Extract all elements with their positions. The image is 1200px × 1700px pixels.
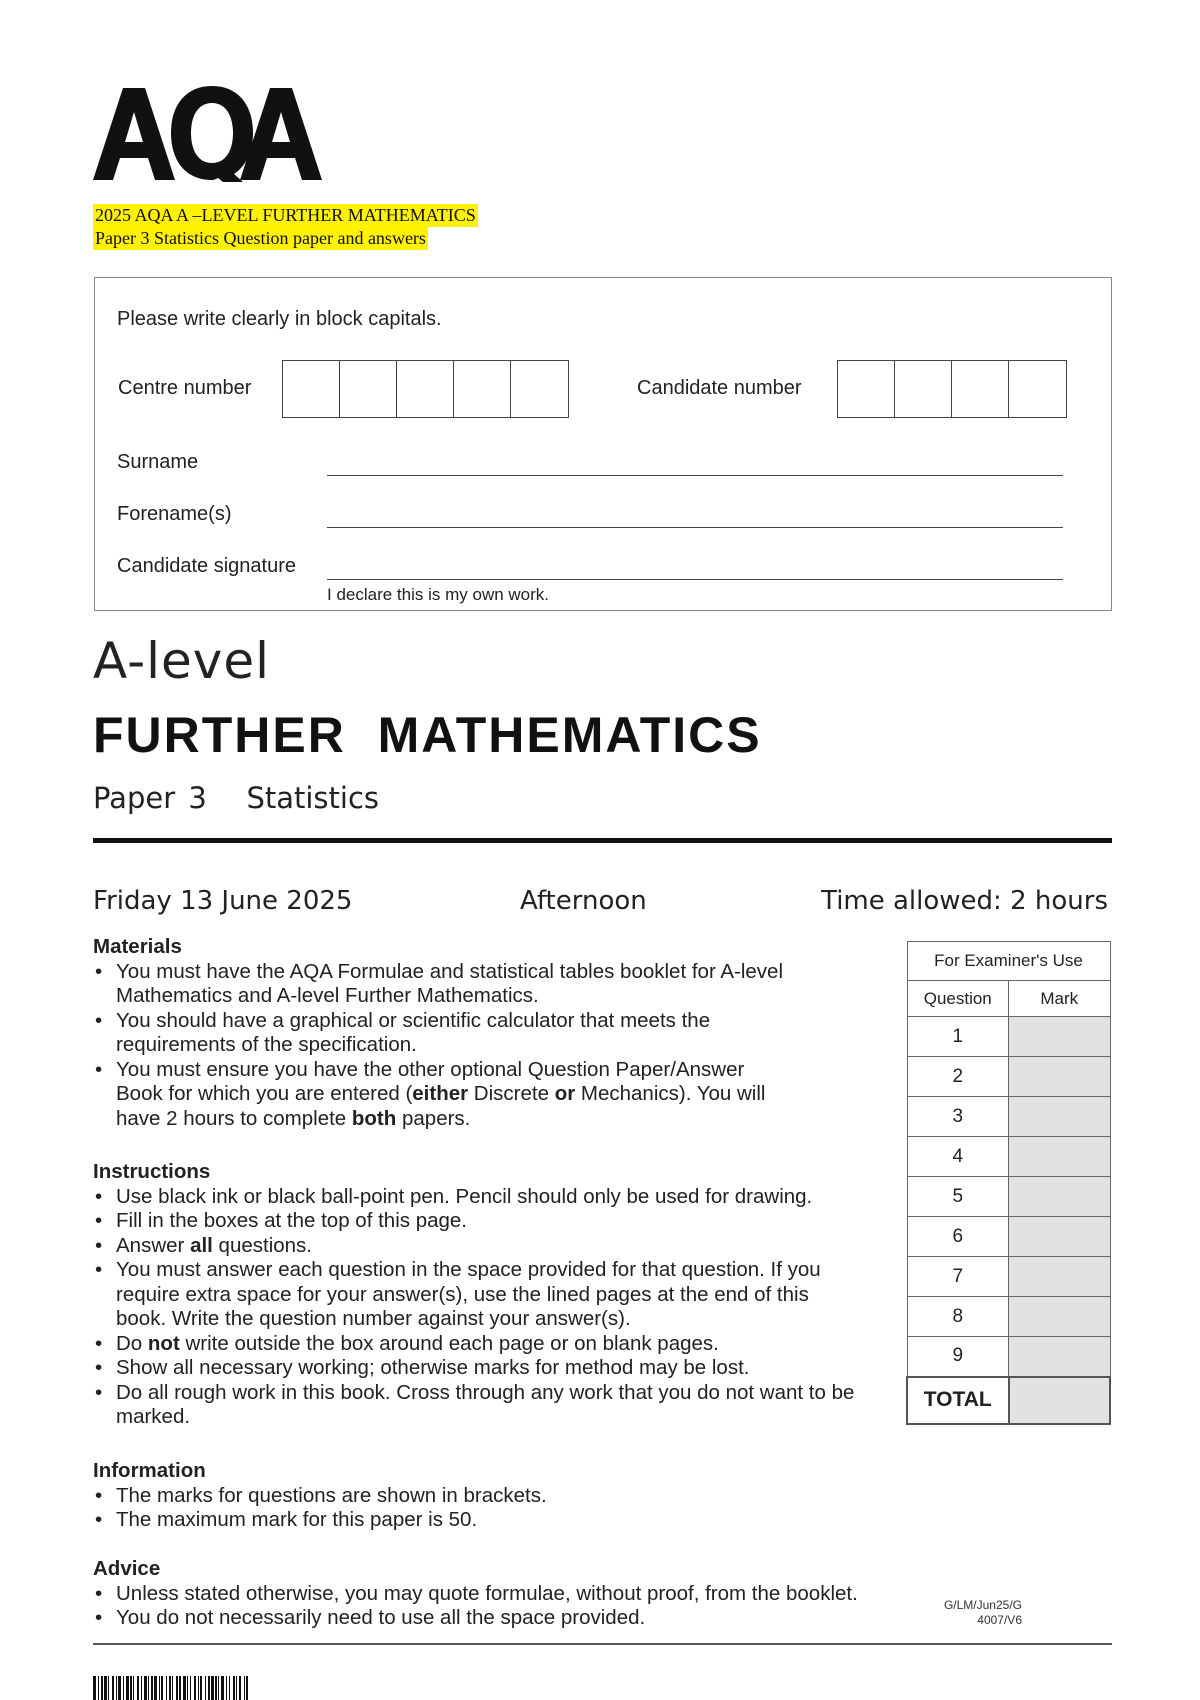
time-allowed: Time allowed: 2 hours xyxy=(821,886,1108,916)
instruction-item: • Fill in the boxes at the top of this page. xyxy=(93,1209,883,1234)
question-column-header: Question xyxy=(907,981,1009,1017)
centre-digit-box[interactable] xyxy=(283,361,340,417)
signature-label: Candidate signature xyxy=(117,555,297,577)
forenames-field[interactable] xyxy=(327,527,1063,528)
instruction-item: • You must answer each question in the space provided for that question. If you require extra space for your answer(s), use the lined pages at the end of this book. Write the question number against your answer(s). xyxy=(93,1258,883,1332)
question-number: 4 xyxy=(907,1137,1009,1177)
materials-item: • You must have the AQA Formulae and statistical tables booklet for A-level Mathematics and A-level Further Mathematics. xyxy=(93,960,793,1009)
advice-item: • You do not necessarily need to use all the space provided. xyxy=(93,1606,943,1631)
advice-item: • Unless stated otherwise, you may quote formulae, without proof, from the booklet. xyxy=(93,1582,943,1607)
paper-reference xyxy=(932,1598,1022,1628)
exam-session: Afternoon xyxy=(520,886,647,916)
question-number: 3 xyxy=(907,1097,1009,1137)
candidate-details-box xyxy=(94,277,1112,611)
centre-digit-box[interactable] xyxy=(511,361,568,417)
materials-item: • You should have a graphical or scientific calculator that meets the requirements of the specification. xyxy=(93,1009,793,1058)
aqa-logo xyxy=(93,86,323,182)
mark-cell[interactable] xyxy=(1009,1097,1111,1137)
materials-item: • You must ensure you have the other optional Question Paper/Answer Book for which you are entered (either Discrete or Mechanics). You will have 2 hours to complete both papers. xyxy=(93,1058,793,1132)
barcode-bar xyxy=(248,1676,250,1700)
question-number: 1 xyxy=(907,1017,1009,1057)
title-divider xyxy=(93,838,1112,843)
advice-heading: Advice xyxy=(93,1557,161,1580)
instruction-item: • Show all necessary working; otherwise marks for method may be lost. xyxy=(93,1356,883,1381)
total-mark-cell[interactable] xyxy=(1009,1377,1111,1424)
instructions-section xyxy=(93,1160,883,1430)
information-item: • The maximum mark for this paper is 50. xyxy=(93,1508,893,1533)
information-section xyxy=(93,1459,893,1533)
question-number: 9 xyxy=(907,1337,1009,1377)
footer-divider xyxy=(93,1643,1112,1645)
candidate-number-label: Candidate number xyxy=(637,377,802,399)
paper-reference-line-2: 4007/V6 xyxy=(977,1613,1022,1627)
mark-column-header: Mark xyxy=(1009,981,1111,1017)
highlighted-title-line-1: 2025 AQA A –LEVEL FURTHER MATHEMATICS xyxy=(95,205,476,225)
centre-digit-box[interactable] xyxy=(397,361,454,417)
information-heading: Information xyxy=(93,1459,206,1482)
paper-reference-line-1: G/LM/Jun25/G xyxy=(943,1598,1022,1612)
question-number: 2 xyxy=(907,1057,1009,1097)
centre-digit-box[interactable] xyxy=(454,361,511,417)
question-number: 6 xyxy=(907,1217,1009,1257)
mark-cell[interactable] xyxy=(1009,1137,1111,1177)
mark-cell[interactable] xyxy=(1009,1017,1111,1057)
candidate-number-boxes xyxy=(837,360,1067,418)
materials-section xyxy=(93,935,793,1131)
instruction-item: • Answer all questions. xyxy=(93,1234,883,1259)
mark-cell[interactable] xyxy=(1009,1297,1111,1337)
block-capitals-instruction: Please write clearly in block capitals. xyxy=(117,308,442,330)
instruction-item: • Use black ink or black ball-point pen. Pencil should only be used for drawing. xyxy=(93,1185,883,1210)
instruction-item: • Do all rough work in this book. Cross through any work that you do not want to be marked. xyxy=(93,1381,883,1430)
surname-label: Surname xyxy=(117,451,199,473)
mark-cell[interactable] xyxy=(1009,1257,1111,1297)
barcode xyxy=(93,1676,505,1700)
mark-cell[interactable] xyxy=(1009,1217,1111,1257)
subject-title: FURTHER MATHEMATICS xyxy=(93,707,762,763)
centre-number-boxes xyxy=(282,360,569,418)
question-number: 5 xyxy=(907,1177,1009,1217)
candidate-digit-box[interactable] xyxy=(1009,361,1066,417)
exam-date: Friday 13 June 2025 xyxy=(93,886,353,916)
information-item: • The marks for questions are shown in brackets. xyxy=(93,1484,893,1509)
examiner-table-title: For Examiner's Use xyxy=(907,942,1110,981)
mark-cell[interactable] xyxy=(1009,1337,1111,1377)
candidate-digit-box[interactable] xyxy=(895,361,952,417)
highlighted-title-line-2: Paper 3 Statistics Question paper and answers xyxy=(95,228,426,248)
declaration-text: I declare this is my own work. xyxy=(327,585,550,604)
mark-cell[interactable] xyxy=(1009,1177,1111,1217)
forenames-label: Forename(s) xyxy=(117,503,232,525)
surname-field[interactable] xyxy=(327,475,1063,476)
candidate-digit-box[interactable] xyxy=(838,361,895,417)
examiner-use-table xyxy=(906,941,1111,1425)
centre-digit-box[interactable] xyxy=(340,361,397,417)
qualification-level: A-level xyxy=(93,632,271,690)
instruction-item: • Do not write outside the box around each page or on blank pages. xyxy=(93,1332,883,1357)
centre-number-label: Centre number xyxy=(118,377,252,399)
materials-heading: Materials xyxy=(93,935,182,958)
signature-field[interactable] xyxy=(327,579,1063,580)
advice-section xyxy=(93,1557,943,1631)
total-label: TOTAL xyxy=(907,1377,1009,1424)
question-number: 7 xyxy=(907,1257,1009,1297)
paper-title: Paper 3 Statistics xyxy=(93,781,380,815)
candidate-digit-box[interactable] xyxy=(952,361,1009,417)
instructions-heading: Instructions xyxy=(93,1160,211,1183)
mark-cell[interactable] xyxy=(1009,1057,1111,1097)
question-number: 8 xyxy=(907,1297,1009,1337)
